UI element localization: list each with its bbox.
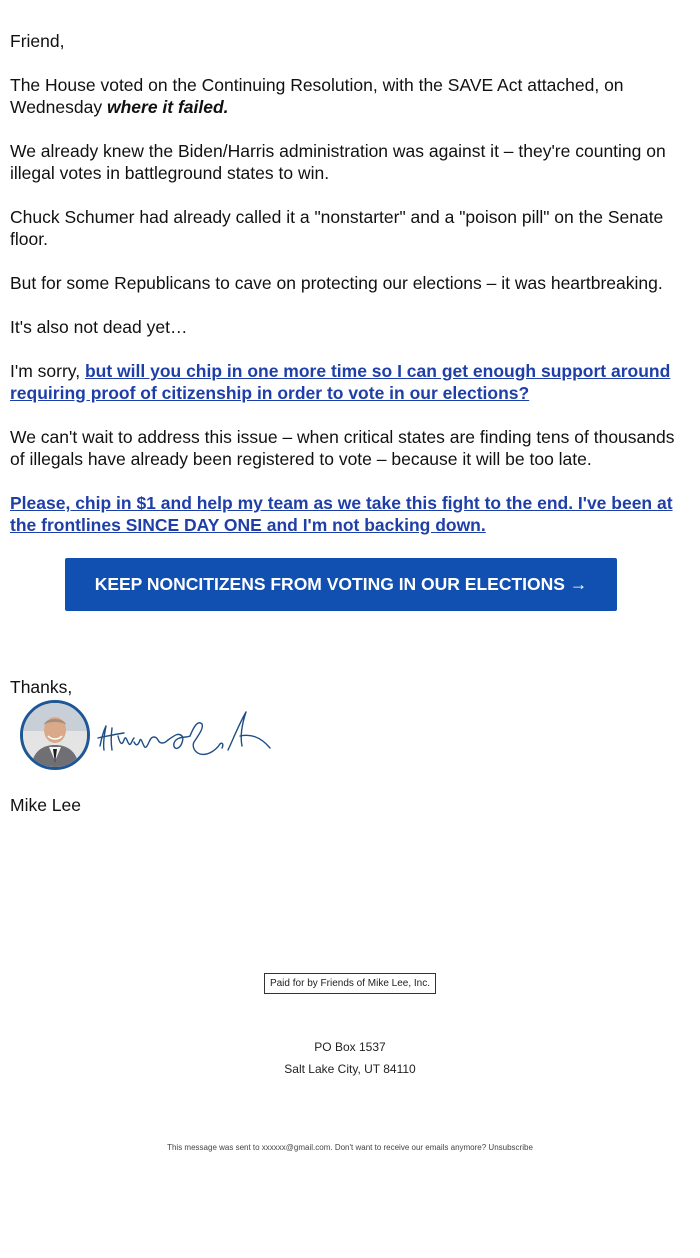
chip-in-one-dollar-link[interactable]: Please, chip in $1 and help my team as we take this fight to the end. I've been at the frontlines SINCE DAY ONE and I'm not backing down. [10, 493, 673, 535]
chip-in-link[interactable]: but will you chip in one more time so I can get enough support around requiring proof of citizenship in order to vote in our elections? [10, 361, 671, 403]
donate-cta-button[interactable]: KEEP NONCITIZENS FROM VOTING IN OUR ELECTIONS → [65, 558, 617, 611]
footer-notice-text: This message was sent to xxxxxx@gmail.com. Don't want to receive our emails anymore? [167, 1143, 489, 1152]
address-line-2: Salt Lake City, UT 84110 [284, 1062, 416, 1076]
greeting: Friend, [10, 31, 65, 51]
paragraph-6-prefix: I'm sorry, [10, 361, 85, 381]
signoff: Thanks, [10, 677, 73, 697]
paragraph-1 [10, 74, 692, 118]
avatar [20, 700, 90, 770]
paragraph-2: We already knew the Biden/Harris administration was against it – they're counting on illegal votes in battleground states to win. [10, 141, 666, 183]
paragraph-1-text: The House voted on the Continuing Resolution, with the SAVE Act attached, on Wednesday [10, 75, 624, 117]
avatar-photo-icon [23, 703, 87, 767]
paragraph-7: We can't wait to address this issue – when critical states are finding tens of thousands of illegals have already been registered to vote – because it will be too late. [10, 427, 675, 469]
paragraph-8 [10, 492, 692, 536]
cta-container [10, 558, 692, 611]
paragraph-5: It's also not dead yet… [10, 317, 188, 337]
footer-notice [0, 1143, 700, 1152]
paragraph-4: But for some Republicans to cave on protecting our elections – it was heartbreaking. [10, 273, 663, 293]
unsubscribe-link[interactable]: Unsubscribe [488, 1143, 533, 1152]
signature-icon [94, 706, 276, 762]
paragraph-1-emphasis: where it failed. [106, 97, 229, 117]
paragraph-3: Chuck Schumer had already called it a "nonstarter" and a "poison pill" on the Senate floor. [10, 207, 664, 249]
email-body [10, 30, 692, 611]
signer-name: Mike Lee [10, 795, 82, 815]
paragraph-6 [10, 360, 692, 404]
address-line-1: PO Box 1537 [314, 1040, 386, 1054]
paid-for-disclaimer: Paid for by Friends of Mike Lee, Inc. [264, 973, 436, 994]
